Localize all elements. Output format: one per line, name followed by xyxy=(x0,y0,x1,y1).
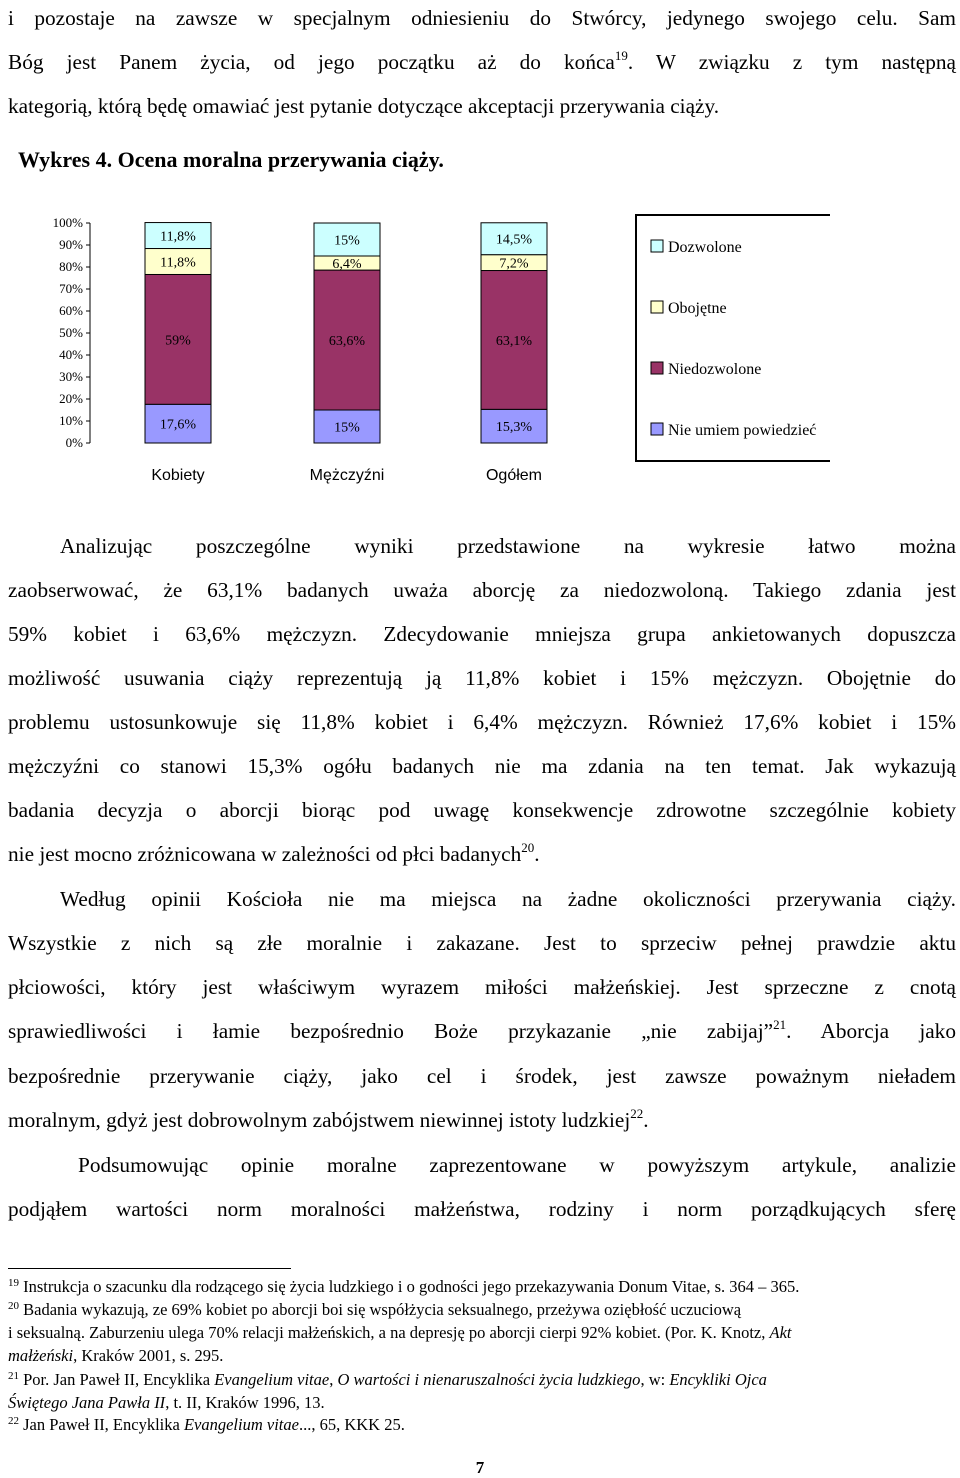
stacked-bar-chart xyxy=(40,205,830,495)
footnote-ref: 22 xyxy=(630,1106,644,1121)
footnote-21-cont xyxy=(8,1392,952,1414)
footnote-number: 21 xyxy=(8,1370,19,1382)
data-label: 17,6% xyxy=(159,417,197,433)
footnote-20-cont xyxy=(8,1345,952,1367)
data-label: 6,4% xyxy=(332,257,362,273)
footnote-text: Jan Paweł II, Encyklika xyxy=(23,1415,180,1434)
body-line: płciowości, który jest właściwym wyrazem miłości małżeńskiej. Jest sprzeczne z cnotą xyxy=(8,975,956,999)
legend-label: Nie umiem powiedzieć xyxy=(668,422,817,439)
footnote-italic: Evangelium vitae xyxy=(183,1415,299,1434)
footnote-text: Por. Jan Paweł II, Encyklika xyxy=(23,1370,211,1389)
body-text: Bóg jest Panem życia, od jego początku aż do końca xyxy=(8,50,615,74)
footnote-rule xyxy=(8,1268,291,1269)
data-label: 14,5% xyxy=(495,232,533,248)
footnote-20-cont xyxy=(8,1322,952,1344)
body-text: . xyxy=(534,842,540,866)
body-text: moralnym, gdyż jest dobrowolnym zabójstwem niewinnej istoty ludzkiej xyxy=(8,1108,631,1132)
legend-label: Dozwolone xyxy=(668,239,742,256)
footnote-ref: 20 xyxy=(521,840,535,855)
body-line xyxy=(8,1017,956,1045)
footnote-text: i seksualną. Zaburzeniu ulega 70% relacji małżeńskich, a na depresję po aborcji cierpi 92% kobiet. (Por. K. Knotz, xyxy=(8,1323,766,1342)
body-line: bezpośrednie przerywanie ciąży, jako cel i środek, jest zawsze poważnym nieładem xyxy=(8,1064,956,1088)
body-line: badania decyzja o aborcji biorąc pod uwagę konsekwencje zdrowotne szczególnie kobiety xyxy=(8,798,956,822)
footnote-text: ..., 65, KKK 25. xyxy=(298,1415,405,1434)
body-text: nie jest mocno zróżnicowana w zależności od płci badanych xyxy=(8,842,522,866)
x-category-label: Mężczyźni xyxy=(309,467,385,484)
data-label: 11,8% xyxy=(160,229,196,245)
data-label: 63,1% xyxy=(495,333,533,349)
footnote-text: Badania wykazują, ze 69% kobiet po aborcji boi się współżycia seksualnego, przeżywa oziębłość uczuciową xyxy=(23,1300,742,1319)
footnote-ref: 21 xyxy=(773,1017,787,1032)
body-line xyxy=(8,1106,956,1134)
body-line: mężczyźni co stanowi 15,3% ogółu badanych nie ma zdania na ten temat. Jak wykazują xyxy=(8,754,956,778)
body-line: Analizując poszczególne wyniki przedstawione na wykresie łatwo można xyxy=(60,534,956,558)
footnote-italic: Świętego Jana Pawła II xyxy=(8,1393,166,1412)
body-line: Podsumowując opinie moralne zaprezentowane w powyższym artykule, analizie xyxy=(78,1153,956,1177)
data-label: 15% xyxy=(334,420,360,436)
legend-swatch xyxy=(651,301,663,313)
body-line: zaobserwować, że 63,1% badanych uważa aborcję za niedozwoloną. Takiego zdania jest xyxy=(8,578,956,602)
data-label: 63,6% xyxy=(328,334,366,350)
body-line: podjąłem wartości norm moralności małżeństwa, rodziny i norm porządkujących sferę xyxy=(8,1197,956,1221)
body-line xyxy=(8,48,956,76)
y-tick-label: 30% xyxy=(59,369,83,384)
figure-title: Wykres 4. Ocena moralna przerywania ciąży. xyxy=(18,147,444,172)
y-tick-label: 10% xyxy=(59,413,83,428)
y-tick-label: 40% xyxy=(59,347,83,362)
body-text: sprawiedliwości i łamie bezpośrednio Boże przykazanie „nie zabijaj” xyxy=(8,1019,774,1043)
footnote-italic: Evangelium vitae xyxy=(214,1370,330,1389)
footnote-italic: Akt xyxy=(769,1323,792,1342)
y-tick-label: 90% xyxy=(59,237,83,252)
legend-swatch xyxy=(651,362,663,374)
footnote-italic: O wartości i nienaruszalności życia ludzkiego xyxy=(337,1370,641,1389)
y-tick-label: 50% xyxy=(59,325,83,340)
footnote-number: 22 xyxy=(8,1415,19,1427)
footnote-italic: małżeński xyxy=(8,1346,74,1365)
page-number: 7 xyxy=(475,1458,485,1477)
footnote-21 xyxy=(8,1369,952,1391)
body-text: . xyxy=(643,1108,649,1132)
x-category-label: Ogółem xyxy=(485,467,543,484)
body-text: . W związku z tym następną xyxy=(627,50,956,74)
y-tick-label: 100% xyxy=(52,215,83,230)
body-line xyxy=(8,840,956,868)
body-line: możliwość usuwania ciąży reprezentują ją 11,8% kobiet i 15% mężczyzn. Obojętnie do xyxy=(8,666,956,690)
data-label: 59% xyxy=(165,333,191,349)
footnote-text: , w: xyxy=(640,1370,666,1389)
body-text: . Aborcja jako xyxy=(786,1019,956,1043)
legend-swatch xyxy=(651,423,663,435)
footnote-text: , xyxy=(329,1370,334,1389)
body-line: kategorią, którą będę omawiać jest pytanie dotyczące akceptacji przerywania ciąży. xyxy=(8,94,720,118)
footnote-text: , Kraków 2001, s. 295. xyxy=(73,1346,224,1365)
legend-label: Obojętne xyxy=(668,300,727,317)
x-category-label: Kobiety xyxy=(151,467,205,484)
body-line: Według opinii Kościoła nie ma miejsca na żadne okoliczności przerywania ciąży. xyxy=(60,887,956,911)
footnote-number: 20 xyxy=(8,1300,19,1312)
body-line: Wszystkie z nich są złe moralnie i zakazane. Jest to sprzeciw pełnej prawdzie aktu xyxy=(8,931,956,955)
footnote-text: Instrukcja o szacunku dla rodzącego się życia ludzkiego i o godności jego przekazywania Donum Vitae, s. 364 – 365. xyxy=(23,1277,800,1296)
footnote-text: , t. II, Kraków 1996, 13. xyxy=(165,1393,325,1412)
y-tick-label: 20% xyxy=(59,391,83,406)
footnote-ref: 19 xyxy=(614,48,628,63)
y-tick-label: 0% xyxy=(65,435,83,450)
body-line: 59% kobiet i 63,6% mężczyzn. Zdecydowanie mniejsza grupa ankietowanych dopuszcza xyxy=(8,622,956,646)
footnote-22 xyxy=(8,1414,952,1436)
footnote-19 xyxy=(8,1276,952,1298)
body-line: problemu ustosunkowuje się 11,8% kobiet i 6,4% mężczyzn. Również 17,6% kobiet i 15% xyxy=(8,710,956,734)
body-line: i pozostaje na zawsze w specjalnym odniesieniu do Stwórcy, jedynego swojego celu. Sam xyxy=(8,6,956,30)
footnote-italic: Encykliki Ojca xyxy=(669,1370,767,1389)
data-label: 15% xyxy=(334,233,360,249)
data-label: 11,8% xyxy=(160,255,196,271)
footnote-number: 19 xyxy=(8,1277,19,1289)
legend-label: Niedozwolone xyxy=(668,361,762,378)
legend-swatch xyxy=(651,240,663,252)
y-tick-label: 80% xyxy=(59,259,83,274)
y-tick-label: 60% xyxy=(59,303,83,318)
y-tick-label: 70% xyxy=(59,281,83,296)
data-label: 15,3% xyxy=(495,420,533,436)
data-label: 7,2% xyxy=(499,256,529,272)
footnote-20 xyxy=(8,1299,952,1321)
